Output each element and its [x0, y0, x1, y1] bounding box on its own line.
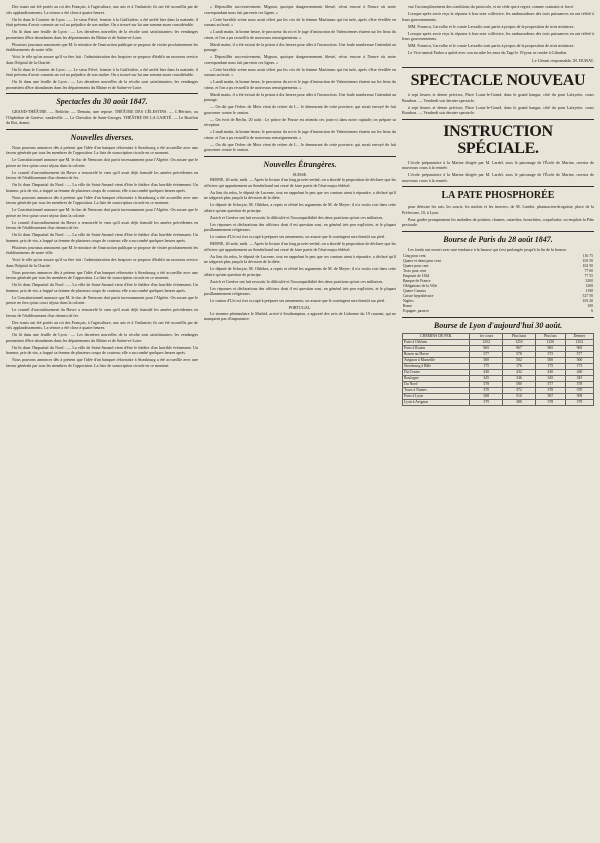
quote-name: Quatre et demi pour cent	[403, 258, 441, 263]
table-cell: 507	[535, 393, 565, 399]
table-cell: 346	[503, 375, 536, 381]
paragraph: Nous pouvons annoncer dès à présent que l'idée d'un banquet réformiste à Strasbourg a été accueillie avec une faveur générale par tous les membres de l'opposition. La liste de souscription circule en ce moment.	[6, 144, 198, 155]
column-header: Plus haut	[503, 333, 536, 339]
paragraph: « Lundi matin, la bonne heure, le procureur du roi et le juge d'instruction de Valenciennes étaient sur les lieux du crime, et l'on a pu recueillir de nouveaux renseignements. »	[204, 29, 396, 40]
divider	[402, 231, 594, 232]
divider	[204, 156, 396, 157]
paragraph: Le conseil d'arrondissement du Havre a renouvelé le vœu qu'il avait déjà formulé les années précédentes en faveur de l'établissement d'un chemin de fer.	[6, 169, 198, 180]
quote-name: Espagne, passive	[403, 308, 429, 313]
table-cell: 967	[503, 345, 536, 351]
row-label: Lyon à Avignon	[403, 399, 470, 405]
paragraph: « Dépouillés successivement, Mignon, quoique dangereusement blessé, vécut encore à l'heure où notre correspondant nous fait parvenir ces lignes. »	[204, 54, 396, 65]
paragraph: vue l'accomplissement des conditions du protocole, et ne cède que à regret, comme contraint et forcé.	[408, 4, 575, 9]
table-cell: 430	[535, 369, 565, 375]
divider	[402, 317, 594, 318]
row-label: Rouen au Havre	[403, 351, 470, 357]
column-header: 1er cours	[470, 333, 503, 339]
paragraph: Mardi matin, il a été extrait de la prison à dix heures pour aller à l'instruction. Une foule nombreuse l'attendait au passage.	[204, 91, 396, 102]
quote-value: 102 50	[582, 263, 593, 268]
paragraph: « Lundi matin, la bonne heure, le procureur du roi et le juge d'instruction de Valenciennes étaient sur les lieux du crime, et l'on a pu recueillir de nouveaux renseignements. »	[204, 129, 396, 140]
quote-value: 100	[587, 303, 593, 308]
paragraph: Au lieu du refus, le député de Lucerne, tout en rappelant le peu que ces cantons aient à répondre, a déclaré qu'il ne siégerait plus jusqu'à la décision de la diète.	[204, 253, 396, 264]
paragraph: On lit dans l'Impartial du Nord : — La ville de Saint-Amand vient d'être le théâtre d'un horrible événement. Un homme, pris de vin, a frappé sa femme de plusieurs coups de couteau; elle a succombé quelques heures après.	[6, 232, 198, 243]
quote-value: 6	[591, 308, 593, 313]
paragraph: Le député de Schwytz, M. Ohlekes, a repris et réfuté les arguments de M. de Meyer; il n'a voulu voir dans cette affaire qu'une question de principe.	[204, 266, 396, 277]
table-cell: 379	[565, 399, 593, 405]
paragraph: Mardi matin, il a été extrait de la prison à dix heures pour aller à l'instruction. Une foule nombreuse l'attendait au passage.	[204, 41, 396, 52]
paragraph: Plusieurs journaux annoncent que M. le ministre de l'instruction publique se propose de visiter prochainement les établissements de notre ville.	[6, 41, 198, 52]
paragraph: On lit dans l'Impartial du Nord : — La ville de Saint-Amand vient d'être le théâtre d'un horrible événement. Un homme, pris de vin, a frappé sa femme de plusieurs coups de couteau; elle a succombé quelques heures après.	[6, 182, 198, 193]
quote-value: 116 75	[582, 253, 593, 258]
table-cell: 175	[565, 363, 593, 369]
table-cell: 380	[503, 399, 536, 405]
table-cell: 500	[565, 357, 593, 363]
table-cell: 578	[565, 381, 593, 387]
paragraph: « Cette horrible scène nous avait offert par les cris de la femme Martineau qui fut tuée, après s'être éveillée en sursaut au bruit. »	[204, 66, 396, 77]
table-cell: 345	[565, 375, 593, 381]
paragraph: « Cette horrible scène nous avait offert par les cris de la femme Martineau qui fut tuée, après s'être éveillée en sursaut au bruit. »	[204, 16, 396, 27]
paragraph: Le Constitutionnel annonce que M. le duc de Nemours doit partir incessamment pour l'Algérie. On assure que le prince ne fera qu'un court séjour dans la colonie.	[6, 157, 198, 168]
quote-name: Trois pour cent	[403, 268, 427, 273]
table-cell: 370	[565, 387, 593, 393]
paragraph: — On dit que l'échec de Metz vient de retirer de L... le demeurant de cette province, qui serait envoyé de fait gouverner contre le canton.	[204, 104, 396, 115]
row-label: Avignon à Marseille	[403, 357, 470, 363]
ad-text: à sept heures et demie précises, Place Louis-le-Grand, dans le grand hangar, côté du pont Lafayette, cours Bourbon. — Vendredi soir dernier spectacle.	[402, 92, 594, 103]
quote-name: Quatre Canaux	[403, 288, 426, 293]
table-cell: 577	[470, 351, 503, 357]
table-cell: 345	[535, 375, 565, 381]
table-cell: 175	[470, 363, 503, 369]
gerant-signature: Le Gérant responsable, M. DURAT.	[532, 57, 594, 63]
bourse-lyon-table	[402, 333, 594, 406]
paragraph: On lit dans l'Impartial du Nord : — La ville de Saint-Amand vient d'être le théâtre d'un horrible événement. Un homme, pris de vin, a frappé sa femme de plusieurs coups de couteau; elle a succombé quelques heures après.	[6, 344, 198, 355]
paragraph: « Lundi matin, la bonne heure, le procureur du roi et le juge d'instruction de Valenciennes étaient sur les lieux du crime, et l'on a pu recueillir de nouveaux renseignements. »	[204, 79, 396, 90]
paragraph: Le canton d'Uri est fort occupé à préparer ses armements; on assure que le contingent sera bientôt sur pied.	[210, 298, 385, 303]
paragraph: Voici le rôle qu'on assure qu'il va être fait : l'administration des hospices se propose d'établir un nouveau service dans l'hôpital de la Charité.	[6, 54, 198, 65]
paragraph: — On écrit de Berlin, 20 août : Le prince de Prusse est attendu ces jours-ci dans notre capitale; on prépare sa réception.	[204, 116, 396, 127]
paragraph: Le député de Schwytz, M. Ohlekes, a repris et réfuté les arguments de M. de Meyer; il n'a voulu voir dans cette affaire qu'une question de principe.	[204, 202, 396, 213]
table-cell: 370	[470, 387, 503, 393]
paragraph: — On dit que l'échec de Metz vient de retirer de L... le demeurant de cette province, qui serait envoyé de fait gouverner contre le canton.	[204, 141, 396, 152]
paragraph: Le steamer péninsulaire le Madrid, arrivé à Southampton, a apporté des avis de Lisbonne du 19 courant, qui ne manquent pas d'importance.	[204, 310, 396, 321]
table-cell: 508	[470, 393, 503, 399]
quote-value: 1190	[585, 288, 593, 293]
paragraph: GRAND-THÉÂTRE. — Relâche. — Demain, une reprise. THÉÂTRE DES CÉLESTINS. — L'Héritier, ou l'Orpheline de Genève, vaudeville. — Le Chevalier de Saint-Georges. THÉÂTRE DE LA GAIETÉ. — Le Bouffon du Roi, drame.	[6, 109, 198, 125]
table-cell: 1252	[565, 339, 593, 345]
table-cell: 430	[565, 369, 593, 375]
table-cell: 575	[535, 351, 565, 357]
ad-spectacle-heading: SPECTACLE NOUVEAU	[410, 72, 586, 89]
table-cell: 508	[565, 393, 593, 399]
quote-row	[402, 309, 594, 314]
quote-name: Quatre pour cent	[403, 263, 429, 268]
table-row	[403, 399, 594, 405]
section-heading-etrangeres: Nouvelles Étrangères.	[263, 159, 337, 169]
paragraph: Le conseil d'arrondissement du Havre a renouvelé le vœu qu'il avait déjà formulé les années précédentes en faveur de l'établissement d'un chemin de fer.	[6, 219, 198, 230]
section-heading-diverses: Nouvelles diverses.	[70, 132, 134, 142]
table-cell: 577	[535, 381, 565, 387]
paragraph: « Dépouillés successivement, Mignon, quoique dangereusement blessé, vécut encore à l'heure où notre correspondant nous fait parvenir ces lignes. »	[204, 4, 396, 15]
table-cell: 580	[503, 381, 536, 387]
paragraph: On lit dans le Courrier de Lyon : — Le sieur Fiévé, fermier à la Guillotière, a été arrêté hier dans la matinée; il était prévenu d'avoir commis un vol au préjudice de son maître. On a trouvé sur lui une somme assez considérable.	[6, 66, 198, 77]
paragraph: On lit dans le Courrier de Lyon : — Le sieur Fiévé, fermier à la Guillotière, a été arrêté hier dans la matinée; il était prévenu d'avoir commis un vol au préjudice de son maître. On a trouvé sur lui une somme assez considérable.	[6, 16, 198, 27]
table-cell: 176	[503, 363, 536, 369]
column-header: CHEMINS DE FER.	[403, 333, 470, 339]
paragraph: On lit dans une feuille de Lyon : — Les dernières nouvelles de la récolte sont satisfaisantes; les vendanges promettent d'être abondantes dans les départements du Rhône et de Saône-et-Loire.	[6, 79, 198, 90]
table-cell: 1252	[470, 339, 503, 345]
divider	[402, 67, 594, 68]
paragraph: On lit dans une feuille de Lyon : — Les dernières nouvelles de la récolte sont satisfaisantes; les vendanges promettent d'être abondantes dans les départements du Rhône et de Saône-et-Loire.	[6, 29, 198, 40]
paragraph: Au lieu du refus, le député de Lucerne, tout en rappelant le peu que ces cantons aient à répondre, a déclaré qu'il ne siégerait plus jusqu'à la décision de la diète.	[204, 189, 396, 200]
paragraph: Le Vice-amiral Parker a quitté avec son escadre les eaux du Tage le 19 pour se rendre à Gibraltar.	[408, 50, 568, 55]
row-label: Boulogne	[403, 375, 470, 381]
table-cell: 510	[503, 393, 536, 399]
paragraph: BERNE, 26 août, midi. — Après la lecture d'un long procès-verbal, on a abordé la proposition de déclarer que les officiers qui appartiennent au Sonderbund ont cessé de faire partie de l'état-major fédéral.	[204, 177, 396, 188]
table-cell: 578	[470, 381, 503, 387]
paragraph: Les fonds ont ouvert avec une tendance à la hausse qui s'est prolongée jusqu'à la fin de la bourse.	[408, 246, 567, 252]
paragraph: Des toasts ont été portés au roi des Français, à l'agriculture, aux arts et à l'industrie; ils ont été accueillis par de vifs applaudissements. La séance a été close à quatre heures.	[6, 4, 198, 15]
paragraph: BERNE, 26 août, midi. — Après la lecture d'un long procès-verbal, on a abordé la proposition de déclarer que les officiers qui appartiennent au Sonderbund ont cessé de faire partie de l'état-major fédéral.	[204, 241, 396, 252]
paragraph: Lorsque après avoir reçu la réponse à leur note collective, les ambassadeurs des trois puissances en ont référé à leurs gouvernements.	[402, 11, 594, 22]
ad-text: Pour garder promptement les maladies de poitrine, rhumes, catarrhes, bronchites, coqueluche, on emploie la Pâte pectorale.	[402, 216, 594, 227]
paragraph: Le canton d'Uri est fort occupé à préparer ses armements; on assure que le contingent sera bientôt sur pied.	[210, 234, 385, 239]
quote-name: Banque de France	[403, 278, 431, 283]
paragraph: Le Constitutionnel annonce que M. le duc de Nemours doit partir incessamment pour l'Algérie. On assure que le prince ne fera qu'un court séjour dans la colonie.	[6, 207, 198, 218]
quote-name: Naples	[403, 298, 414, 303]
paragraph: Le conseil d'arrondissement du Havre a renouvelé le vœu qu'il avait déjà formulé les années précédentes en faveur de l'établissement d'un chemin de fer.	[6, 307, 198, 318]
paragraph: Plusieurs journaux annoncent que M. le ministre de l'instruction publique se propose de visiter prochainement les établissements de notre ville.	[6, 244, 198, 255]
table-cell: 372	[503, 387, 536, 393]
divider	[6, 129, 198, 130]
row-label: Tours à Nantes	[403, 387, 470, 393]
table-cell: 379	[470, 399, 503, 405]
ad-text: L'école préparatoire à la Marine dirigée par M. Lardel, sous le patronage de l'École de Marine, ouvrira de nouveaux cours à la rentrée.	[402, 172, 594, 183]
table-cell: 965	[565, 345, 593, 351]
divider	[402, 186, 594, 187]
column-2	[204, 4, 396, 841]
quote-value: 1300	[585, 283, 593, 288]
paragraph: Les réponses et déclarations des officiers dont il est question sont, en général très peu explicites, et le plupart pusillanimement religieuses.	[204, 221, 396, 232]
paragraph: Le Constitutionnel annonce que M. le duc de Nemours doit partir incessamment pour l'Algérie. On assure que le prince ne fera qu'un court séjour dans la colonie.	[6, 294, 198, 305]
quote-value: 3200	[585, 278, 593, 283]
bourse-lyon-heading: Bourse de Lyon d'aujourd'hui 30 août.	[433, 320, 563, 330]
paragraph: Les réponses et déclarations des officiers dont il est question sont, en général très peu explicites, et le plupart pusillanimement religieuses.	[204, 285, 396, 296]
quote-name: Emprunt de 1844	[403, 273, 430, 278]
table-cell: 578	[503, 351, 536, 357]
table-cell: 965	[535, 345, 565, 351]
table-cell: 175	[535, 363, 565, 369]
quote-name: Caisse hypothécaire	[403, 293, 434, 298]
quotes-table	[402, 254, 594, 314]
divider	[402, 119, 594, 120]
table-cell: 500	[470, 357, 503, 363]
table-cell: 1250	[535, 339, 565, 345]
bourse-paris-heading: Bourse de Paris du 28 août 1847.	[443, 234, 553, 244]
ad-text: à sept heures et demie précises, Place Louis-le-Grand, dans le grand hangar, côté du pont Lafayette, cours Bourbon. — Vendredi soir dernier spectacle.	[402, 104, 594, 115]
quote-value: 527 50	[582, 293, 593, 298]
ad-instruction-heading: INSTRUCTION SPÉCIALE.	[443, 122, 553, 157]
table-cell: 500	[535, 357, 565, 363]
quote-value: 103 20	[582, 298, 593, 303]
quote-value: 77 60	[584, 268, 593, 273]
table-cell: 430	[470, 369, 503, 375]
paragraph: Zurich et Genève ont fait ressortir la difficulté et l'incompatibilité des deux positions qu'ont ces militaires.	[210, 214, 384, 220]
paragraph: Voici le rôle qu'on assure qu'il va être fait : l'administration des hospices se propose d'établir un nouveau service dans l'hôpital de la Charité.	[6, 257, 198, 268]
table-cell: 432	[503, 369, 536, 375]
table-cell: 345	[470, 375, 503, 381]
table-cell: 577	[565, 351, 593, 357]
paragraph: MM. Fonseca, Carvalho et le comte Lavradio sont partis à propos de la proposition de trois ministres.	[408, 23, 575, 29]
column-1	[6, 4, 198, 841]
quote-name: Rome	[403, 303, 413, 308]
table-cell: 378	[535, 399, 565, 405]
row-label: Du Nord	[403, 381, 470, 387]
row-label: Paris à Rouen	[403, 345, 470, 351]
paragraph: Nous pouvons annoncer dès à présent que l'idée d'un banquet réformiste à Strasbourg a été accueillie avec une faveur générale par tous les membres de l'opposition. La liste de souscription circule en ce moment.	[6, 194, 198, 205]
paragraph: Zurich et Genève ont fait ressortir la difficulté et l'incompatibilité des deux positions qu'ont ces militaires.	[210, 278, 384, 284]
subheading-portugal: PORTUGAL.	[288, 305, 312, 310]
row-label: Paris à Orléans	[403, 339, 470, 345]
ad-text: L'école préparatoire à la Marine dirigée par M. Lardel, sous le patronage de l'École de Marine, ouvrira de nouveaux cours à la rentrée.	[402, 159, 594, 170]
paragraph: MM. Fonseca, Carvalho et le comte Lavradio sont partis à propos de la proposition de trois ministres.	[408, 43, 575, 48]
quote-value: 77 55	[584, 273, 593, 278]
table-cell: 1255	[503, 339, 536, 345]
ad-text: pour détruire les rats, les souris, les mulots et les insectes, de M. Laridet, pharmacien-droguiste, place de la Préfecture, 10, à Lyon.	[402, 204, 594, 215]
column-header: Dernier	[565, 333, 593, 339]
divider	[6, 93, 198, 94]
column-3	[402, 4, 594, 841]
quote-name: Cinq pour cent	[403, 253, 426, 258]
paragraph: On lit dans une feuille de Lyon : — Les dernières nouvelles de la récolte sont satisfaisantes; les vendanges promettent d'être abondantes dans les départements du Rhône et de Saône-et-Loire.	[6, 332, 198, 343]
table-cell: 965	[470, 345, 503, 351]
row-label: Strasbourg à Bâle	[403, 363, 470, 369]
quote-name: Obligations de la Ville	[403, 283, 438, 288]
paragraph: On lit dans l'Impartial du Nord : — La ville de Saint-Amand vient d'être le théâtre d'un horrible événement. Un homme, pris de vin, a frappé sa femme de plusieurs coups de couteau; elle a succombé quelques heures après.	[6, 282, 198, 293]
table-cell: 502	[503, 357, 536, 363]
paragraph: Nous pouvons annoncer dès à présent que l'idée d'un banquet réformiste à Strasbourg a été accueillie avec une faveur générale par tous les membres de l'opposition. La liste de souscription circule en ce moment.	[6, 357, 198, 368]
ad-pate-heading: LA PATE PHOSPHORÉE	[441, 190, 555, 201]
subheading-suisse: SUISSE.	[292, 171, 308, 177]
paragraph: Lorsque après avoir reçu la réponse à leur note collective, les ambassadeurs des trois puissances en ont référé à leurs gouvernements.	[402, 30, 594, 41]
quote-value: 103 50	[582, 258, 593, 263]
section-heading-spectacles: Spectacles du 30 août 1847.	[56, 97, 148, 106]
paragraph: Des toasts ont été portés au roi des Français, à l'agriculture, aux arts et à l'industrie; ils ont été accueillis par de vifs applaudissements. La séance a été close à quatre heures.	[6, 319, 198, 330]
row-label: Paris à Lyon	[403, 393, 470, 399]
table-cell: 370	[535, 387, 565, 393]
row-label: Du Centre	[403, 369, 470, 375]
column-header: Plus bas	[535, 333, 565, 339]
paragraph: Nous pouvons annoncer dès à présent que l'idée d'un banquet réformiste à Strasbourg a été accueillie avec une faveur générale par tous les membres de l'opposition. La liste de souscription circule en ce moment.	[6, 269, 198, 280]
